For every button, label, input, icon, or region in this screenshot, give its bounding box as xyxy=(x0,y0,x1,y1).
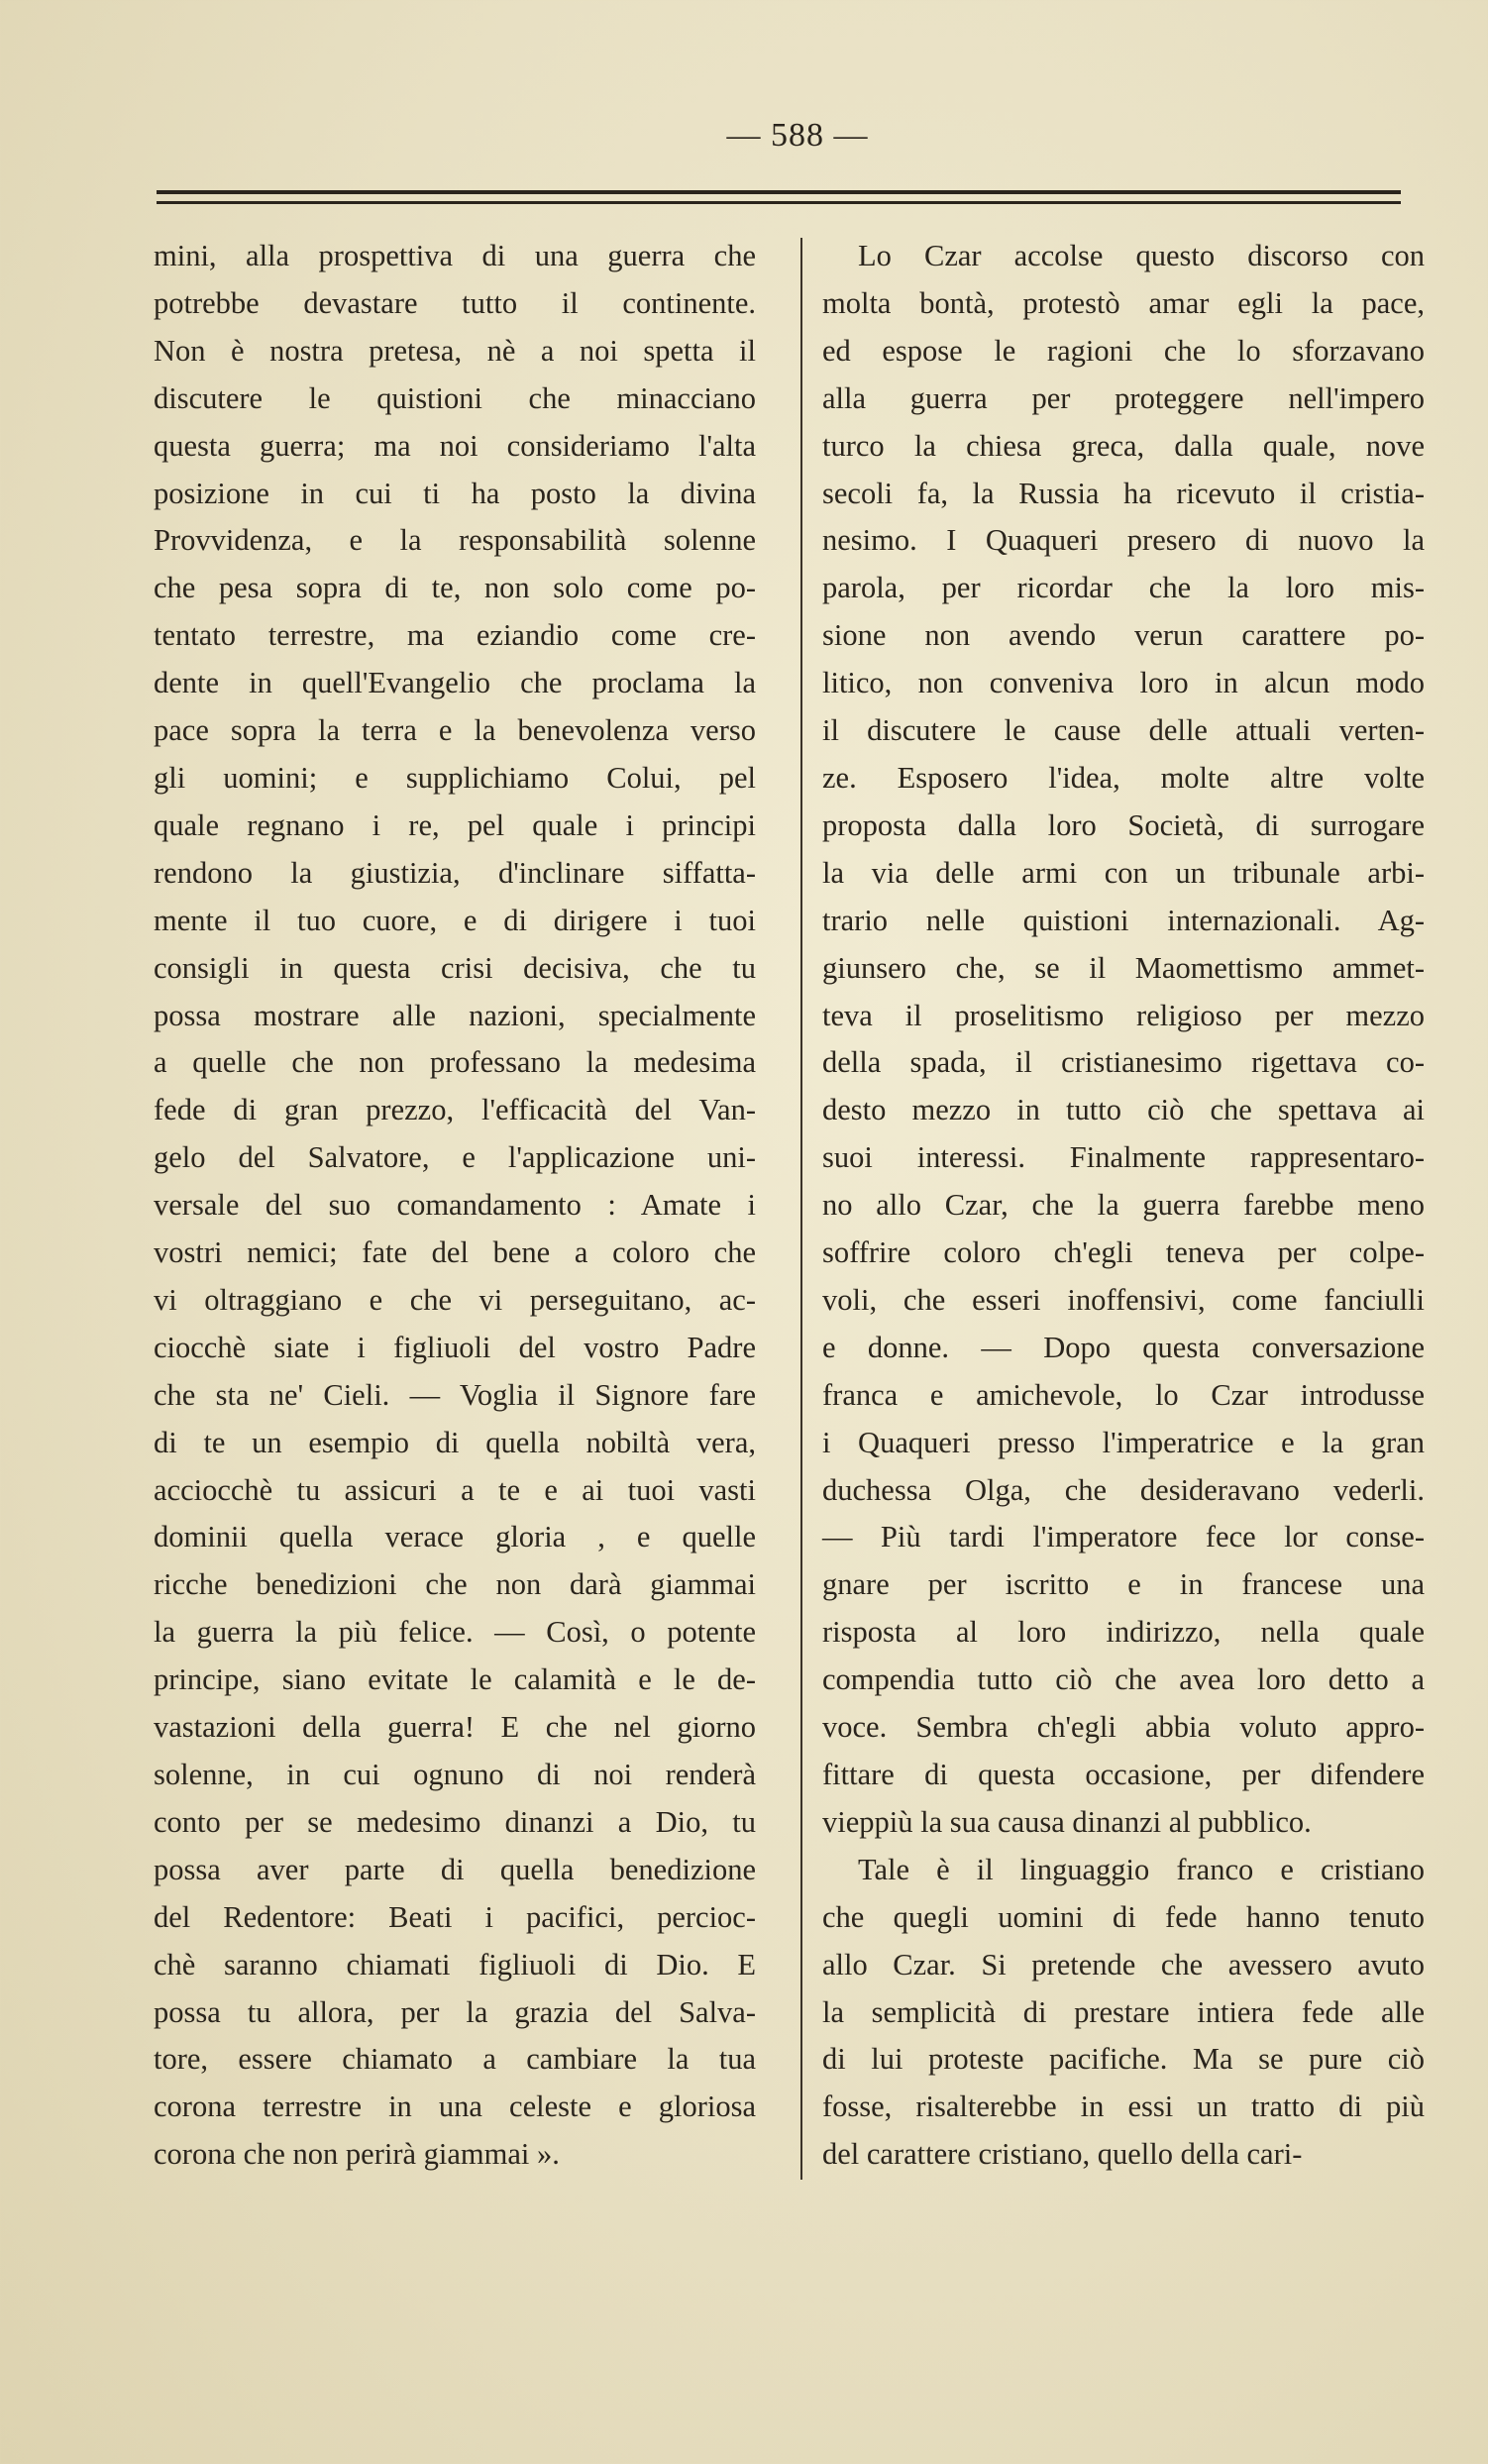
column-divider xyxy=(800,238,802,2180)
text-line: gelo del Salvatore, e l'applicazione uni- xyxy=(154,1140,756,1175)
text-line: posizione in cui ti ha posto la divina xyxy=(154,476,756,510)
text-line: possa mostrare alle nazioni, specialmente xyxy=(154,998,756,1032)
text-line: tore, essere chiamato a cambiare la tua xyxy=(154,2042,756,2077)
text-line: di te un esempio di quella nobiltà vera, xyxy=(154,1425,756,1459)
text-line: teva il proselitismo religioso per mezzo xyxy=(822,998,1425,1032)
text-line: ze. Esposero l'idea, molte altre volte xyxy=(822,760,1425,795)
text-line: consigli in questa crisi decisiva, che tu xyxy=(154,950,756,985)
text-line: conto per se medesimo dinanzi a Dio, tu xyxy=(154,1804,756,1839)
text-line: tentato terrestre, ma eziandio come cre- xyxy=(154,618,756,653)
text-line: mini, alla prospettiva di una guerra che xyxy=(154,239,756,272)
text-line: voce. Sembra ch'egli abbia voluto appro- xyxy=(822,1710,1425,1745)
text-line: la semplicità di prestare intiera fede alle xyxy=(822,1994,1425,2029)
text-line: vi oltraggiano e che vi perseguitano, ac- xyxy=(154,1282,756,1317)
text-line: alla guerra per proteggere nell'impero xyxy=(822,380,1425,415)
text-line: Tale è il linguaggio franco e cristiano xyxy=(858,1852,1425,1886)
text-line: franca e amichevole, lo Czar introdusse xyxy=(822,1377,1425,1412)
left-column xyxy=(154,233,756,2179)
text-line: ed espose le ragioni che lo sforzavano xyxy=(822,333,1425,368)
text-line: chè saranno chiamati figliuoli di Dio. E xyxy=(154,1947,756,1982)
text-line: gnare per iscritto e in francese una xyxy=(822,1567,1425,1602)
text-line: quale regnano i re, pel quale i principi xyxy=(154,807,756,842)
text-line: acciocchè tu assicuri a te e ai tuoi vasti xyxy=(154,1472,756,1507)
text-line: parola, per ricordar che la loro mis- xyxy=(822,571,1425,605)
text-line: vostri nemici; fate del bene a coloro che xyxy=(154,1235,756,1270)
text-line: duchessa Olga, che desideravano vederli. xyxy=(822,1472,1425,1507)
text-line: del carattere cristiano, quello della cari- xyxy=(822,2137,1303,2172)
text-line: molta bontà, protestò amar egli la pace, xyxy=(822,285,1425,320)
text-line: soffrire coloro ch'egli teneva per colpe- xyxy=(822,1235,1425,1270)
text-line: voli, che esseri inoffensivi, come fanciulli xyxy=(822,1282,1425,1317)
text-line: risposta al loro indirizzo, nella quale xyxy=(822,1615,1425,1650)
text-line: potrebbe devastare tutto il continente. xyxy=(154,285,756,320)
page-number: — 588 — xyxy=(726,117,869,154)
text-line: pace sopra la terra e la benevolenza verso xyxy=(154,713,756,748)
text-line: questa guerra; ma noi consideriamo l'alta xyxy=(154,428,756,463)
text-line: discutere le quistioni che minacciano xyxy=(154,380,756,415)
text-line: allo Czar. Si pretende che avessero avuto xyxy=(822,1947,1425,1982)
text-line: desto mezzo in tutto ciò che spettava ai xyxy=(822,1093,1425,1127)
text-line: proposta dalla loro Società, di surrogare xyxy=(822,807,1425,842)
text-line: corona terrestre in una celeste e gloriosa xyxy=(154,2089,756,2124)
right-column xyxy=(822,233,1425,2179)
text-line: suoi interessi. Finalmente rappresentaro- xyxy=(822,1140,1425,1175)
text-line: che quegli uomini di fede hanno tenuto xyxy=(822,1899,1425,1934)
text-line: del Redentore: Beati i pacifici, percioc- xyxy=(154,1899,756,1934)
text-line: rendono la giustizia, d'inclinare siffatta- xyxy=(154,855,756,890)
text-line: no allo Czar, che la guerra farebbe meno xyxy=(822,1188,1425,1223)
text-line: corona che non perirà giammai ». xyxy=(154,2137,560,2172)
text-line: Lo Czar accolse questo discorso con xyxy=(858,239,1425,272)
text-line: trario nelle quistioni internazionali. Ag- xyxy=(822,903,1425,937)
text-line: che sta ne' Cieli. — Voglia il Signore fare xyxy=(154,1377,756,1412)
text-line: i Quaqueri presso l'imperatrice e la gran xyxy=(822,1425,1425,1459)
text-line: fosse, risalterebbe in essi un tratto di più xyxy=(822,2089,1425,2124)
text-line: principe, siano evitate le calamità e le de- xyxy=(154,1662,756,1697)
header-rule xyxy=(157,190,1401,204)
text-line: la guerra la più felice. — Così, o potente xyxy=(154,1615,756,1650)
text-line: vastazioni della guerra! E che nel giorno xyxy=(154,1710,756,1745)
text-line: possa tu allora, per la grazia del Salva- xyxy=(154,1994,756,2029)
text-line: fede di gran prezzo, l'efficacità del Van- xyxy=(154,1093,756,1127)
text-line: sione non avendo verun carattere po- xyxy=(822,618,1425,653)
text-line: della spada, il cristianesimo rigettava co- xyxy=(822,1045,1425,1080)
text-line: mente il tuo cuore, e di dirigere i tuoi xyxy=(154,903,756,937)
text-line: vieppiù la sua causa dinanzi al pubblico. xyxy=(822,1804,1312,1839)
text-line: nesimo. I Quaqueri presero di nuovo la xyxy=(822,523,1425,558)
text-line: a quelle che non professano la medesima xyxy=(154,1045,756,1080)
text-line: Non è nostra pretesa, nè a noi spetta il xyxy=(154,333,756,368)
text-line: Provvidenza, e la responsabilità solenne xyxy=(154,523,756,558)
text-line: — Più tardi l'imperatore fece lor conse- xyxy=(822,1520,1425,1554)
text-line: il discutere le cause delle attuali verten- xyxy=(822,713,1425,748)
text-line: possa aver parte di quella benedizione xyxy=(154,1852,756,1886)
text-line: gli uomini; e supplichiamo Colui, pel xyxy=(154,760,756,795)
text-line: versale del suo comandamento : Amate i xyxy=(154,1188,756,1223)
text-line: giunsero che, se il Maomettismo ammet- xyxy=(822,950,1425,985)
text-line: la via delle armi con un tribunale arbi- xyxy=(822,855,1425,890)
text-line: dominii quella verace gloria , e quelle xyxy=(154,1520,756,1554)
text-line: compendia tutto ciò che avea loro detto a xyxy=(822,1662,1425,1697)
text-line: litico, non conveniva loro in alcun modo xyxy=(822,666,1425,700)
text-line: dente in quell'Evangelio che proclama la xyxy=(154,666,756,700)
text-line: di lui proteste pacifiche. Ma se pure ciò xyxy=(822,2042,1425,2077)
text-line: e donne. — Dopo questa conversazione xyxy=(822,1330,1425,1364)
text-line: solenne, in cui ognuno di noi renderà xyxy=(154,1758,756,1791)
text-line: secoli fa, la Russia ha ricevuto il cristia- xyxy=(822,476,1425,510)
text-line: che pesa sopra di te, non solo come po- xyxy=(154,571,756,605)
text-line: fittare di questa occasione, per difendere xyxy=(822,1758,1425,1791)
text-line: ricche benedizioni che non darà giammai xyxy=(154,1567,756,1602)
text-line: turco la chiesa greca, dalla quale, nove xyxy=(822,428,1425,463)
text-line: ciocchè siate i figliuoli del vostro Padre xyxy=(154,1330,756,1364)
